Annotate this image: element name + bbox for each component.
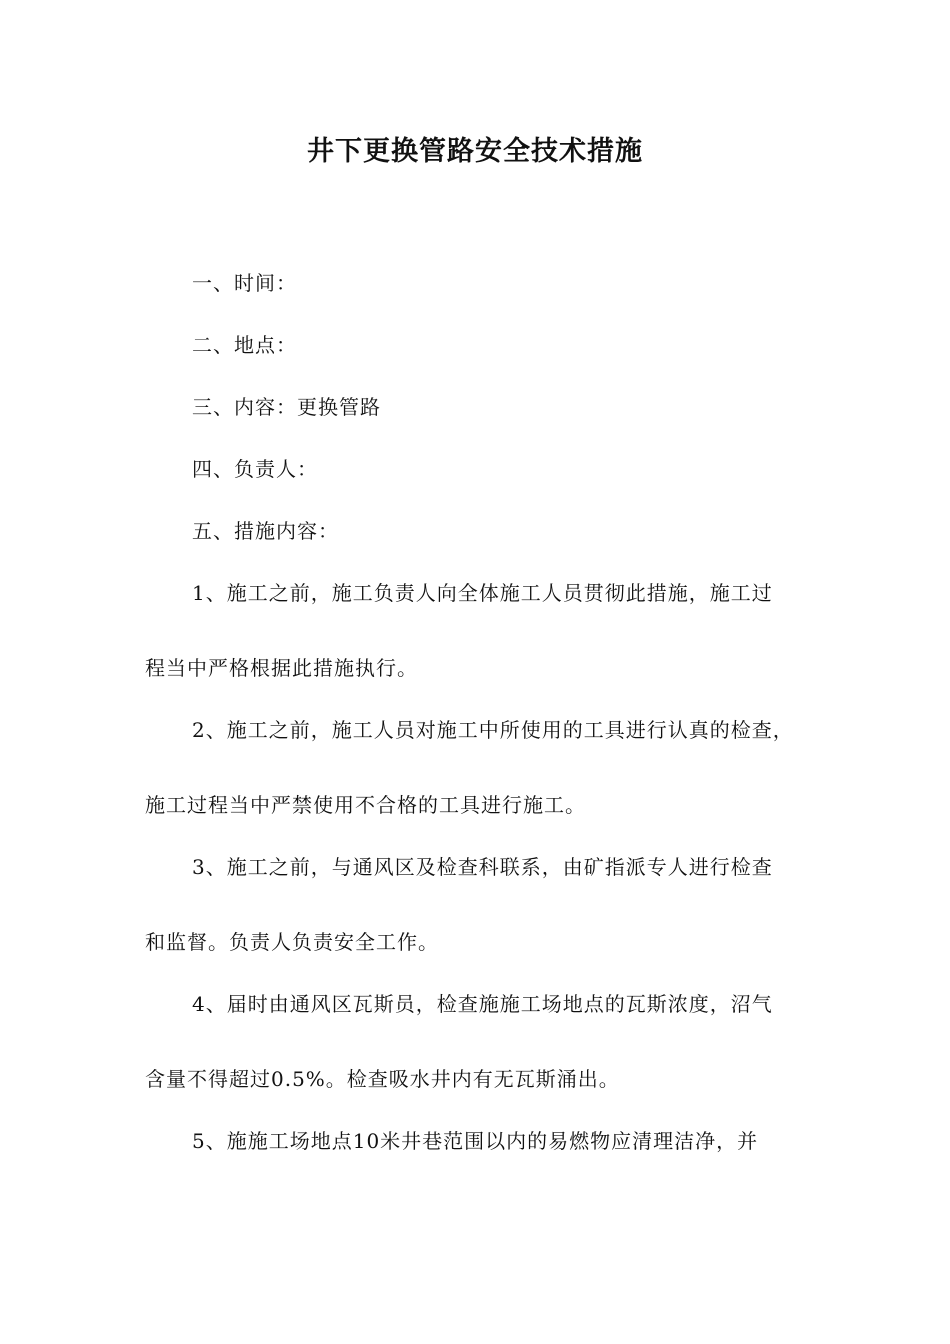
measure-3-line-2: 和监督。负责人负责安全工作。 (145, 930, 439, 954)
measure-1-line-1: 1、施工之前，施工负责人向全体施工人员贯彻此措施，施工过 (192, 581, 773, 605)
section-person-in-charge: 四、负责人： (192, 457, 318, 481)
measure-4-line-2: 含量不得超过0.5%。检查吸水井内有无瓦斯涌出。 (145, 1067, 620, 1091)
measure-5-line-1: 5、施施工场地点10米井巷范围以内的易燃物应清理洁净，并 (192, 1129, 759, 1153)
measure-1-line-2: 程当中严格根据此措施执行。 (145, 656, 418, 680)
section-measures: 五、措施内容： (192, 519, 339, 543)
section-content: 三、内容：更换管路 (192, 395, 381, 419)
document-title: 井下更换管路安全技术措施 (307, 136, 643, 167)
measure-2-line-2: 施工过程当中严禁使用不合格的工具进行施工。 (145, 793, 586, 817)
section-location: 二、地点： (192, 333, 297, 357)
measure-4-line-1: 4、届时由通风区瓦斯员，检查施施工场地点的瓦斯浓度，沼气 (192, 992, 773, 1016)
measure-2-line-1: 2、施工之前，施工人员对施工中所使用的工具进行认真的检查， (192, 718, 794, 742)
section-time: 一、时间： (192, 271, 297, 295)
measure-3-line-1: 3、施工之前，与通风区及检查科联系，由矿指派专人进行检查 (192, 855, 773, 879)
